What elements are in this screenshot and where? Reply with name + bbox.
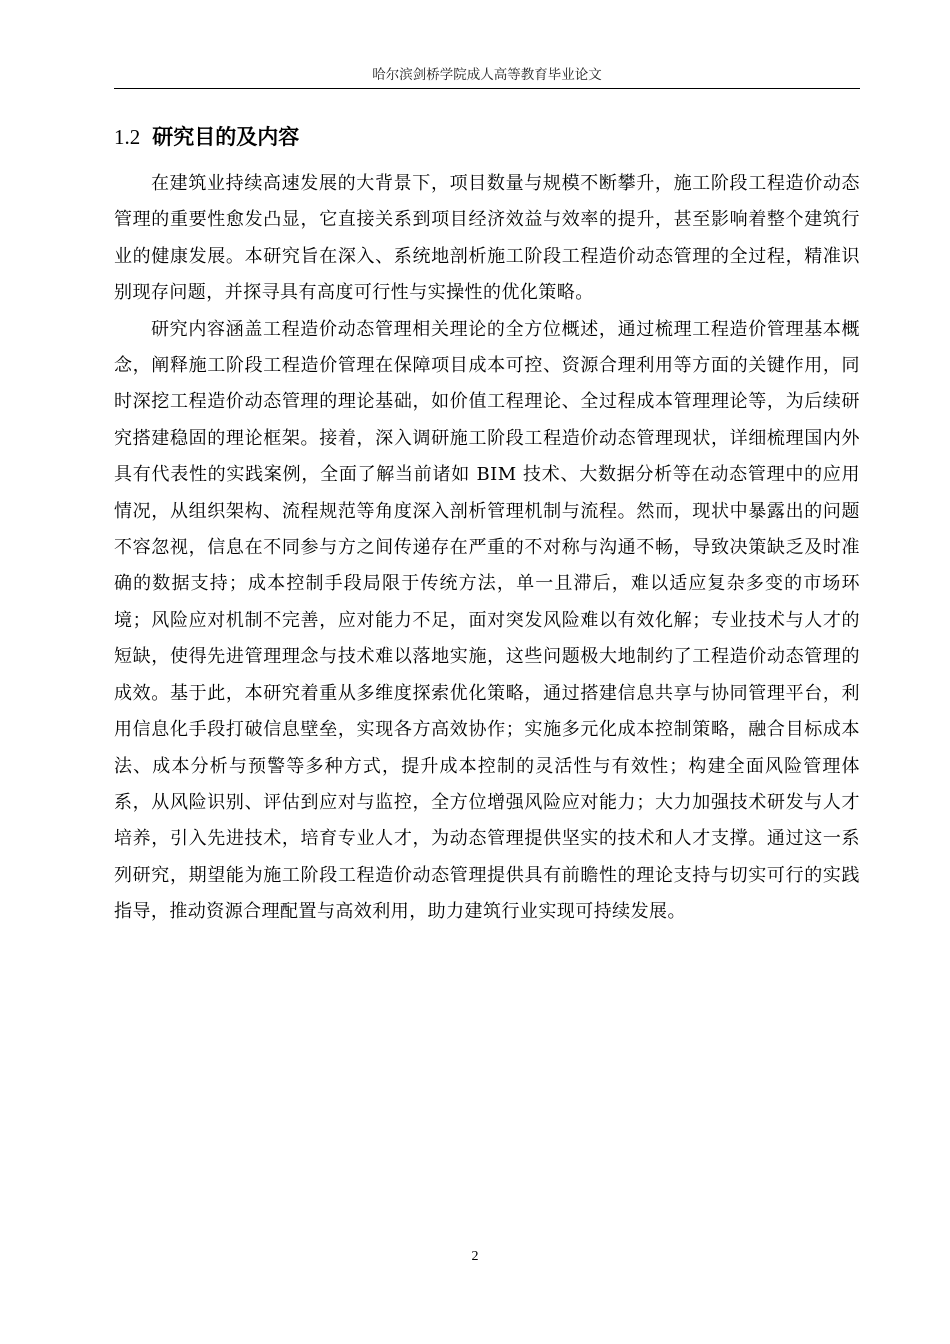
section-heading [114, 122, 299, 152]
section-number: 1.2 [114, 125, 141, 149]
paragraph-purpose: 在建筑业持续高速发展的大背景下，项目数量与规模不断攀升，施工阶段工程造价动态管理的重要性愈发凸显，它直接关系到项目经济效益与效率的提升，甚至影响着整个建筑行业的健康发展。本研究旨在深入、系统地剖析施工阶段工程造价动态管理的全过程，精准识别现存问题，并探寻具有高度可行性与实操性的优化策略。 [114, 173, 860, 304]
body-text [114, 166, 860, 931]
section-title: 研究目的及内容 [152, 125, 300, 149]
header-rule [114, 88, 860, 89]
page-number: 2 [471, 1249, 479, 1264]
running-header: 哈尔滨剑桥学院成人高等教育毕业论文 [372, 67, 602, 83]
paragraph-content: 研究内容涵盖工程造价动态管理相关理论的全方位概述，通过梳理工程造价管理基本概念，阐释施工阶段工程造价管理在保障项目成本可控、资源合理利用等方面的关键作用，同时深挖工程造价动态管理的理论基础，如价值工程理论、全过程成本管理理论等，为后续研究搭建稳固的理论框架。接着，深入调研施工阶段工程造价动态管理现状，详细梳理国内外具有代表性的实践案例，全面了解当前诸如 BIM 技术、大数据分析等在动态管理中的应用情况，从组织架构、流程规范等角度深入剖析管理机制与流程。然而，现状中暴露出的问题不容忽视，信息在不同参与方之间传递存在严重的不对称与沟通不畅，导致决策缺乏及时准确的数据支持；成本控制手段局限于传统方法，单一且滞后，难以适应复杂多变的市场环境；风险应对机制不完善，应对能力不足，面对突发风险难以有效化解；专业技术与人才的短缺，使得先进管理理念与技术难以落地实施，这些问题极大地制约了工程造价动态管理的成效。基于此，本研究着重从多维度探索优化策略，通过搭建信息共享与协同管理平台，利用信息化手段打破信息壁垒，实现各方高效协作；实施多元化成本控制策略，融合目标成本法、成本分析与预警等多种方式，提升成本控制的灵活性与有效性；构建全面风险管理体系，从风险识别、评估到应对与监控，全方位增强风险应对能力；大力加强技术研发与人才培养，引入先进技术，培育专业人才，为动态管理提供坚实的技术和人才支撑。通过这一系列研究，期望能为施工阶段工程造价动态管理提供具有前瞻性的理论支持与切实可行的实践指导，推动资源合理配置与高效利用，助力建筑行业实现可持续发展。 [114, 318, 860, 923]
